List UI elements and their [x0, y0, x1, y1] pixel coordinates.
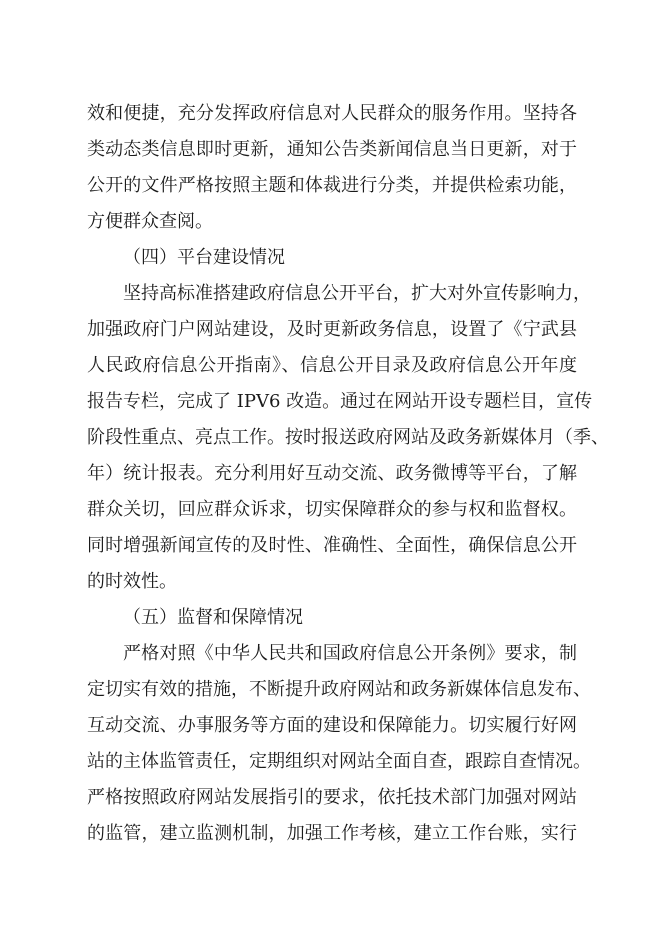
- body-text-line: 严格对照《中华人民共和国政府信息公开条例》要求，制: [123, 643, 577, 664]
- body-text-line: 类动态类信息即时更新，通知公告类新闻信息当日更新，对于: [87, 139, 577, 160]
- body-text-line: 阶段性重点、亮点工作。按时报送政府网站及政务新媒体月（季、: [87, 427, 609, 448]
- body-text-line: 报告专栏，完成了 IPV6 改造。通过在网站开设专题栏目，宣传: [87, 391, 593, 412]
- body-text-line: 加强政府门户网站建设，及时更新政务信息，设置了《宁武县: [87, 319, 577, 340]
- section-heading: （五）监督和保障情况: [123, 607, 303, 628]
- section-heading: （四）平台建设情况: [123, 247, 285, 268]
- body-text-line: 站的主体监管责任，定期组织对网站全面自查，跟踪自查情况。: [87, 751, 591, 772]
- body-text-line: 效和便捷，充分发挥政府信息对人民群众的服务作用。坚持各: [87, 103, 577, 124]
- body-text-line: 同时增强新闻宣传的及时性、准确性、全面性，确保信息公开: [87, 535, 577, 556]
- body-text-line: 严格按照政府网站发展指引的要求，依托技术部门加强对网站: [87, 787, 577, 808]
- body-text-line: 坚持高标准搭建政府信息公开平台，扩大对外宣传影响力，: [123, 283, 591, 304]
- body-text-line: 群众关切，回应群众诉求，切实保障群众的参与权和监督权。: [87, 499, 577, 520]
- body-text-line: 的监管，建立监测机制，加强工作考核，建立工作台账，实行: [87, 823, 577, 844]
- body-text-line: 互动交流、办事服务等方面的建设和保障能力。切实履行好网: [87, 715, 577, 736]
- body-text-line: 人民政府信息公开指南》、信息公开目录及政府信息公开年度: [87, 355, 577, 376]
- body-text-line: 方便群众查阅。: [87, 211, 213, 232]
- body-text-line: 年）统计报表。充分利用好互动交流、政务微博等平台，了解: [87, 463, 577, 484]
- body-text-line: 公开的文件严格按照主题和体裁进行分类，并提供检索功能，: [87, 175, 577, 196]
- body-text-line: 定切实有效的措施，不断提升政府网站和政务新媒体信息发布、: [87, 679, 591, 700]
- body-text-line: 的时效性。: [87, 571, 177, 592]
